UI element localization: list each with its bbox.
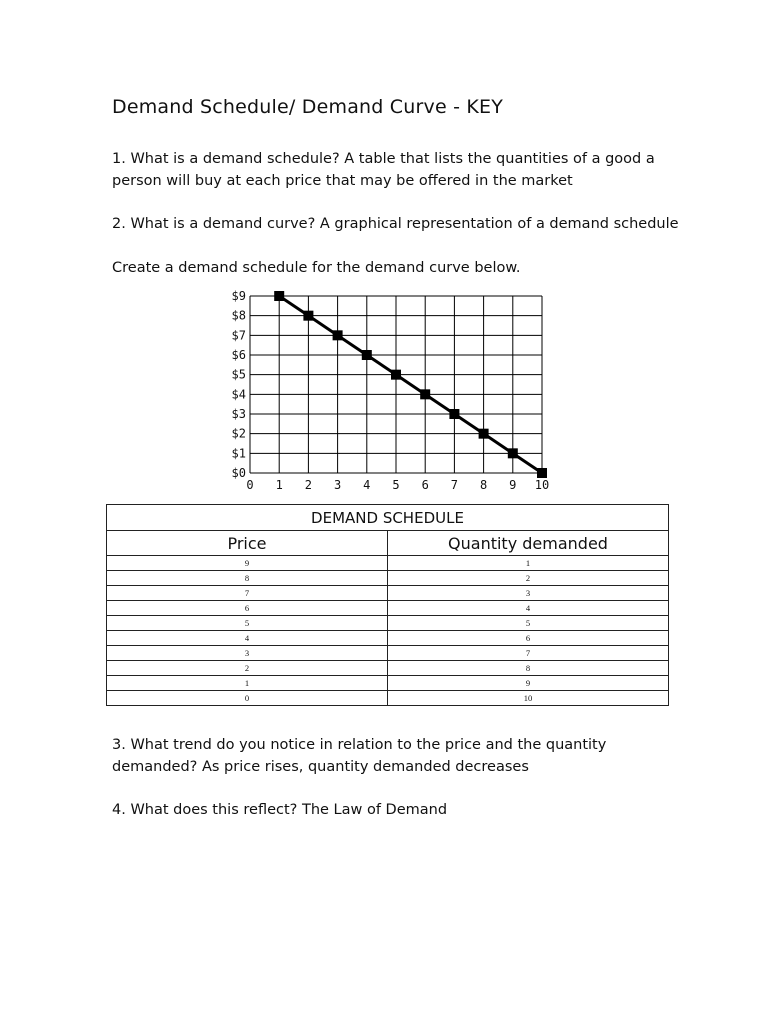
demand-schedule-table xyxy=(106,504,669,706)
x-tick-label: 9 xyxy=(509,478,517,492)
price-cell: 0 xyxy=(107,691,388,706)
question-1: 1. What is a demand schedule? A table that lists the quantities of a good a person will buy at each price that may be offered in the market xyxy=(112,151,655,189)
table-row xyxy=(107,616,669,631)
price-cell: 5 xyxy=(107,616,388,631)
quantity-cell: 7 xyxy=(388,646,669,661)
y-tick-label: $4 xyxy=(231,387,246,402)
question-3: 3. What trend do you notice in relation to the price and the quantity demanded? As price rises, quantity demanded decreases xyxy=(112,737,607,775)
table-row xyxy=(107,676,669,691)
price-cell: 2 xyxy=(107,661,388,676)
y-tick-label: $3 xyxy=(231,407,246,421)
instruction-text: Create a demand schedule for the demand curve below. xyxy=(112,260,521,276)
y-tick-label: $8 xyxy=(231,308,246,323)
data-point-marker xyxy=(274,291,284,301)
table-row xyxy=(107,631,669,646)
y-tick-label: $0 xyxy=(231,466,246,480)
table-row xyxy=(107,661,669,676)
table-row xyxy=(107,571,669,586)
table-row xyxy=(107,601,669,616)
data-point-marker xyxy=(391,370,401,380)
data-point-marker xyxy=(449,409,459,419)
table-row xyxy=(107,646,669,661)
quantity-cell: 3 xyxy=(388,586,669,601)
question-2: 2. What is a demand curve? A graphical representation of a demand schedule xyxy=(112,216,679,232)
y-tick-label: $6 xyxy=(231,348,246,362)
x-tick-label: 0 xyxy=(246,478,254,492)
data-point-marker xyxy=(362,350,372,360)
x-tick-label: 5 xyxy=(392,478,400,492)
data-point-marker xyxy=(508,448,518,458)
x-tick-label: 3 xyxy=(333,478,342,492)
x-tick-label: 4 xyxy=(363,478,371,492)
price-cell: 7 xyxy=(107,586,388,601)
table-row xyxy=(107,556,669,571)
data-point-marker xyxy=(479,429,489,439)
quantity-cell: 8 xyxy=(388,661,669,676)
y-tick-label: $2 xyxy=(231,426,246,441)
demand-curve-line xyxy=(279,296,542,473)
x-tick-label: 6 xyxy=(421,478,429,492)
x-tick-label: 2 xyxy=(304,478,313,492)
quantity-cell: 6 xyxy=(388,631,669,646)
data-point-marker xyxy=(303,311,313,321)
price-cell: 8 xyxy=(107,571,388,586)
quantity-cell: 1 xyxy=(388,556,669,571)
price-cell: 3 xyxy=(107,646,388,661)
quantity-cell: 2 xyxy=(388,571,669,586)
quantity-cell: 10 xyxy=(388,691,669,706)
price-cell: 1 xyxy=(107,676,388,691)
x-tick-label: 1 xyxy=(275,478,283,492)
quantity-cell: 9 xyxy=(388,676,669,691)
y-tick-label: $5 xyxy=(231,367,246,382)
data-point-marker xyxy=(420,389,430,399)
question-4: 4. What does this reflect? The Law of Demand xyxy=(112,802,448,818)
price-cell: 9 xyxy=(107,556,388,571)
data-point-marker xyxy=(537,468,547,478)
x-tick-label: 7 xyxy=(450,478,459,492)
quantity-cell: 4 xyxy=(388,601,669,616)
table-row xyxy=(107,691,669,706)
y-tick-label: $1 xyxy=(231,446,246,461)
price-cell: 6 xyxy=(107,601,388,616)
column-header-quantity: Quantity demanded xyxy=(388,531,669,556)
x-tick-label: 8 xyxy=(479,478,488,492)
x-tick-label: 10 xyxy=(534,478,550,492)
price-cell: 4 xyxy=(107,631,388,646)
y-tick-label: $7 xyxy=(231,328,246,343)
page-title: Demand Schedule/ Demand Curve - KEY xyxy=(112,96,504,118)
schedule-caption: DEMAND SCHEDULE xyxy=(107,505,669,531)
y-tick-label: $9 xyxy=(231,289,246,303)
quantity-cell: 5 xyxy=(388,616,669,631)
column-header-price: Price xyxy=(107,531,388,556)
table-row xyxy=(107,586,669,601)
data-point-marker xyxy=(333,330,343,340)
demand-curve-chart xyxy=(200,284,560,499)
